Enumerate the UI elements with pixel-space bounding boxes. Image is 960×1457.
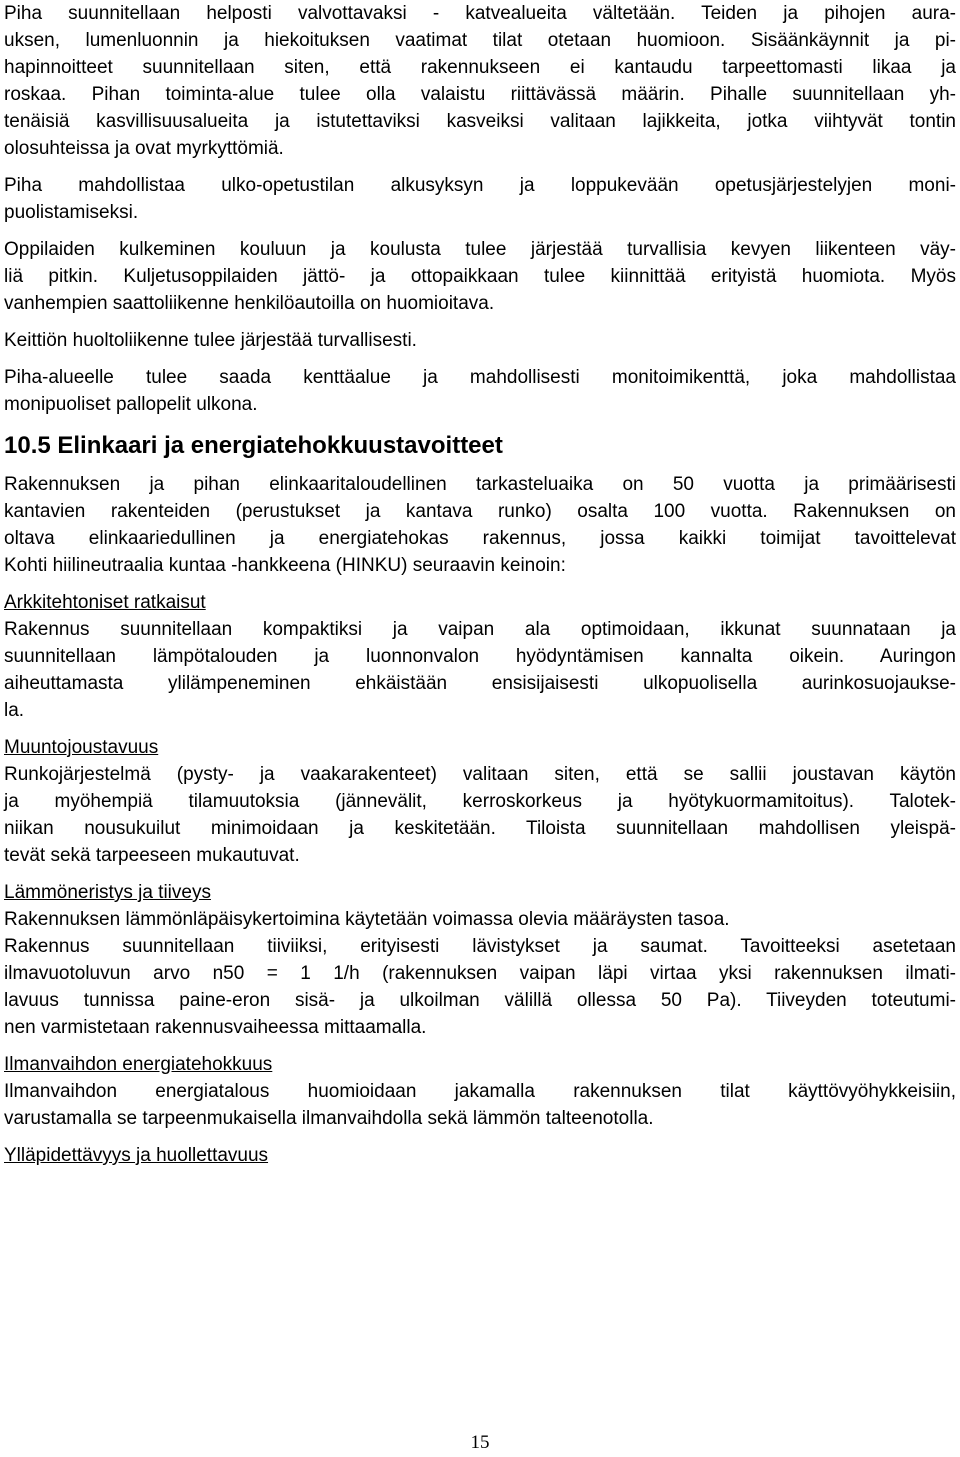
paragraph-lifecycle [4,471,956,579]
text-line: Piha-alueelle tulee saada kenttäalue ja mahdollisesti monitoimikenttä, joka mahdollistaa [4,367,956,388]
text-line: Rakennuksen lämmönläpäisykertoimina käytetään voimassa olevia määräysten tasoa. [4,909,730,930]
subsection-insulation [4,879,956,1041]
text-line: nen varmistetaan rakennusvaiheessa mittaamalla. [4,1017,427,1038]
subsection-title: Ylläpidettävyys ja huollettavuus [4,1145,269,1166]
subsection-architecture [4,589,956,724]
paragraph-kitchen-service [4,327,956,354]
text-line: ja myöhempiä tilamuutoksia (jännevälit, kerroskorkeus ja hyötykuormamitoitus). Talotek- [4,791,956,812]
text-line: Oppilaiden kulkeminen kouluun ja koulusta tulee järjestää turvallisia kevyen liikenteen väy- [4,239,956,260]
text-line: Ilmanvaihdon energiatalous huomioidaan jakamalla rakennuksen tilat käyttövyöhykkeisiin, [4,1081,956,1102]
text-line: uksen, lumenluonnin ja hiekoituksen vaatimat tilat otetaan huomioon. Sisäänkäynnit ja pi- [4,30,956,51]
text-line: Rakennus suunnitellaan kompaktiksi ja vaipan ala optimoidaan, ikkunat suunnataan ja [4,619,956,640]
page-number: 15 [470,1432,490,1453]
paragraph-sports-field [4,364,956,418]
text-line: Keittiön huoltoliikenne tulee järjestää turvallisesti. [4,330,417,351]
subsection-ventilation [4,1051,956,1132]
text-line: lavuus tunnissa paine-eron sisä- ja ulkoilman välillä ollessa 50 Pa). Tiiveyden toteutumi- [4,990,956,1011]
text-line: varustamalla se tarpeenmukaisella ilmanvaihdolla sekä lämmön talteenotolla. [4,1108,654,1129]
text-line: monipuoliset pallopelit ulkona. [4,394,258,415]
subsection-title: Lämmöneristys ja tiiveys [4,882,211,903]
text-line: vanhempien saattoliikenne henkilöautoilla on huomioitava. [4,293,495,314]
subsection-title: Muuntojoustavuus [4,737,159,758]
text-line: roskaa. Pihan toiminta-alue tulee olla valaistu riittävässä määrin. Pihalle suunnitellaan yh- [4,84,956,105]
paragraph-outdoor-teaching [4,172,956,226]
text-line: Piha mahdollistaa ulko-opetustilan alkusyksyn ja loppukevään opetusjärjestelyjen moni- [4,175,956,196]
text-line: Runkojärjestelmä (pysty- ja vaakarakenteet) valitaan siten, että se sallii joustavan käytön [4,764,956,785]
text-line: aiheuttamasta ylilämpeneminen ehkäistään ensisijaisesti ulkopuolisella aurinkosuojaukse- [4,673,956,694]
paragraph-student-traffic [4,236,956,317]
subsection-title: Arkkitehtoniset ratkaisut [4,592,206,613]
text-line: Kohti hiilineutraalia kuntaa -hankkeena (HINKU) seuraavin keinoin: [4,555,566,576]
paragraph-yard-design [4,0,956,162]
subsection-flexibility [4,734,956,869]
section-heading: 10.5 Elinkaari ja energiatehokkuustavoitteet [4,432,503,459]
text-line: tevät sekä tarpeeseen mukautuvat. [4,845,300,866]
subsection-maintainability [4,1142,956,1169]
text-line: Piha suunnitellaan helposti valvottavaksi - katvealueita vältetään. Teiden ja pihojen aura- [4,3,956,24]
text-line: ilmavuotoluvun arvo n50 = 1 1/h (rakennuksen vaipan läpi virtaa yksi rakennuksen ilmati- [4,963,956,984]
text-line: suunnitellaan lämpötalouden ja luonnonvalon hyödyntämisen kannalta oikein. Auringon [4,646,956,667]
text-line: kantavien rakenteiden (perustukset ja kantava runko) osalta 100 vuotta. Rakennuksen on [4,501,956,522]
text-line: niikan nousukuilut minimoidaan ja keskitetään. Tiloista suunnitellaan mahdollisen yleispä- [4,818,956,839]
text-line: puolistamiseksi. [4,202,139,223]
text-line: olosuhteissa ja ovat myrkyttömiä. [4,138,284,159]
text-line: la. [4,700,25,721]
document-page [4,0,956,1179]
text-line: tenäisiä kasvillisuusalueita ja istutettaviksi kasveiksi valitaan lajikkeita, jotka viihtyvät tontin [4,111,956,132]
text-line: hapinnoitteet suunnitellaan siten, että rakennukseen ei kantaudu tarpeettomasti likaa ja [4,57,956,78]
subsection-title: Ilmanvaihdon energiatehokkuus [4,1054,273,1075]
text-line: Rakennus suunnitellaan tiiviiksi, erityisesti lävistykset ja saumat. Tavoitteeksi asetetaan [4,936,956,957]
text-line: liä pitkin. Kuljetusoppilaiden jättö- ja ottopaikkaan tulee kiinnittää erityistä huomiota. Myös [4,266,956,287]
text-line: Rakennuksen ja pihan elinkaaritaloudellinen tarkasteluaika on 50 vuotta ja primäärisesti [4,474,956,495]
text-line: oltava elinkaariedullinen ja energiatehokas rakennus, jossa kaikki toimijat tavoittelevat [4,528,956,549]
